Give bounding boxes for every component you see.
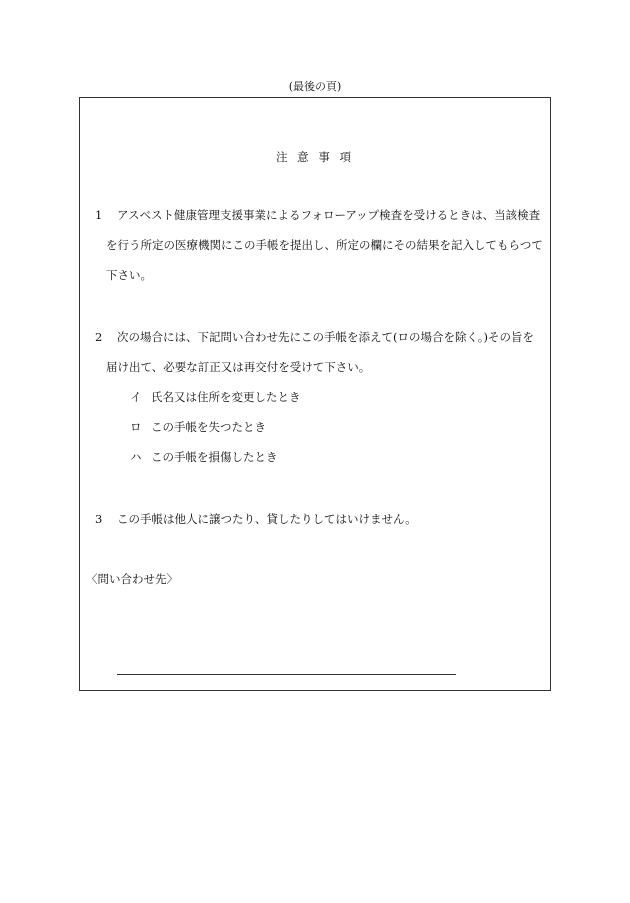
subitem-ha-marker: ハ	[130, 450, 142, 464]
subitem-ro-marker: ロ	[130, 420, 142, 434]
contact-write-line	[117, 674, 456, 675]
item-2-line-2: 届け出て、必要な訂正又は再交付を受けて下さい。	[106, 360, 371, 374]
item-1-line-3: 下さい。	[106, 268, 152, 282]
subitem-i-text: 氏名又は住所を変更したとき	[151, 390, 301, 404]
item-2-text-1: 次の場合には、下記問い合わせ先にこの手帳を添えて(ロの場合を除く。)その旨を	[117, 330, 534, 344]
item-2-subitem-ro	[130, 420, 266, 434]
subitem-i-marker: イ	[130, 390, 142, 404]
item-2-subitem-ha	[130, 450, 278, 464]
item-1-line-1	[95, 208, 540, 222]
item-1-line-2: を行う所定の医療機関にこの手帳を提出し、所定の欄にその結果を記入してもらつて	[106, 238, 543, 252]
item-3-line-1	[95, 512, 417, 526]
page-label: (最後の頁)	[288, 80, 342, 93]
item-1-number: 1	[95, 208, 103, 222]
item-2-line-1	[95, 330, 534, 344]
subitem-ro-text: この手帳を失つたとき	[151, 420, 266, 434]
subitem-ha-text: この手帳を損傷したとき	[151, 450, 278, 464]
item-2-subitem-i	[130, 390, 301, 404]
item-2-number: 2	[95, 330, 103, 344]
contact-label: 〈問い合わせ先〉	[86, 572, 178, 586]
item-3-number: 3	[95, 512, 103, 526]
item-1-text-1: アスベスト健康管理支援事業によるフォローアップ検査を受けるときは、当該検査	[117, 208, 541, 222]
notice-title: 注 意 事 項	[276, 150, 354, 164]
item-3-text-1: この手帳は他人に譲つたり、貸したりしてはいけません。	[117, 512, 417, 526]
